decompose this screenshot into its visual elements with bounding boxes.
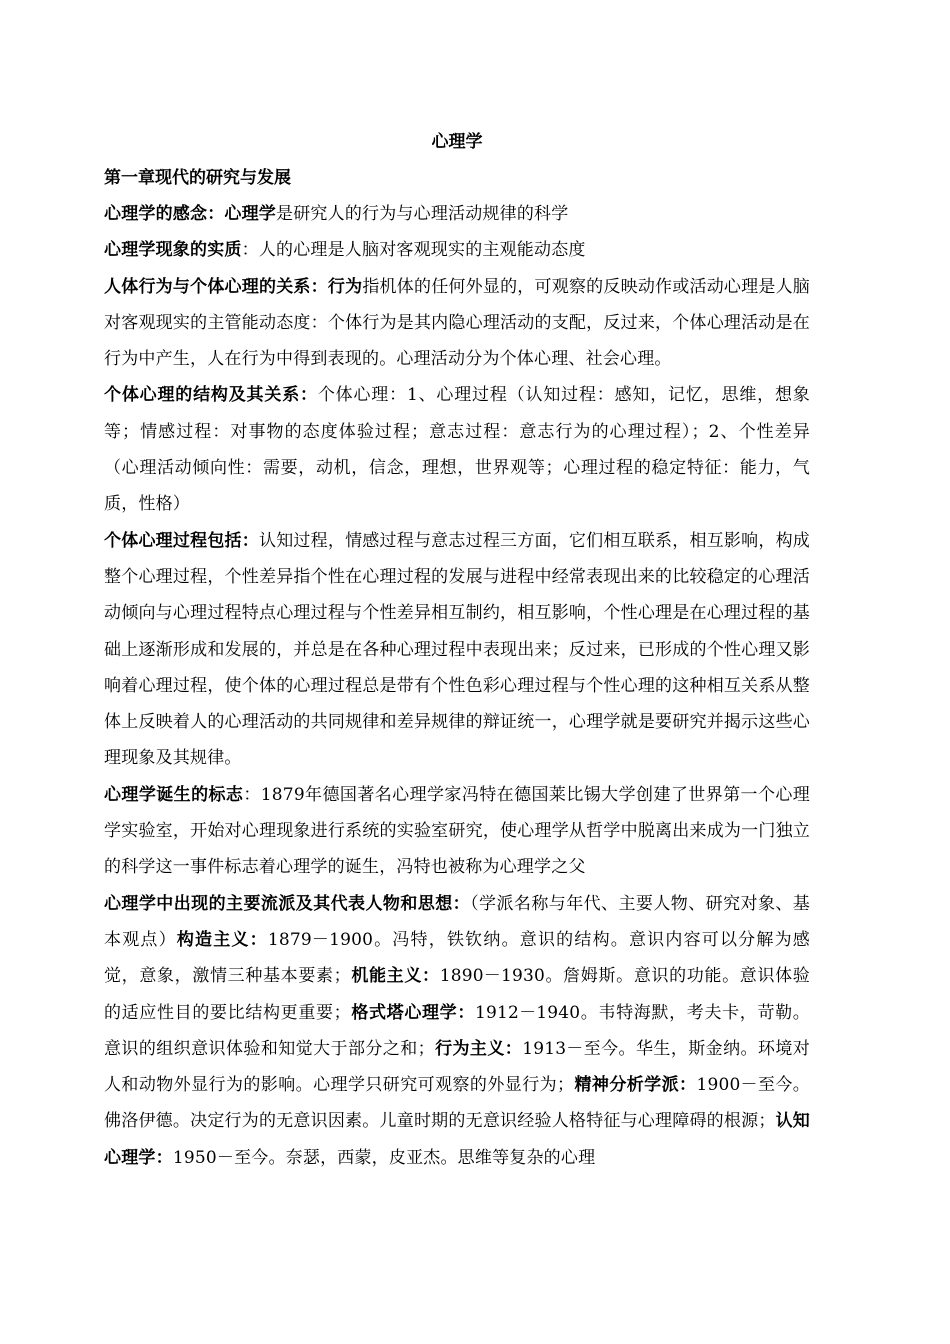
bold-term: 格式塔心理学： bbox=[350, 1002, 475, 1023]
paragraph bbox=[104, 269, 810, 378]
paragraph-text: ：人的心理是人脑对客观现实的主观能动态度 bbox=[241, 240, 586, 261]
paragraph bbox=[104, 777, 810, 886]
paragraph bbox=[104, 232, 810, 268]
bold-term: 构造主义： bbox=[176, 929, 268, 950]
bold-term: 心理学现象的实质 bbox=[104, 240, 242, 261]
bold-term: 个体心理的结构及其关系： bbox=[104, 385, 318, 406]
document-body bbox=[104, 196, 810, 1176]
paragraph-text: 1890－1930。詹姆斯。意识的功能。意识体验的适应性目的要比结构更重要； bbox=[104, 966, 811, 1023]
paragraph-text: 个体心理：1、心理过程（认知过程：感知，记忆，思维，想象等；情感过程：对事物的态度体验过程；意志过程：意志行为的心理过程）；2、个性差异（心理活动倾向性：需要，动机，信念，理想，世界观等；心理过程的稳定特征：能力，气质，性格） bbox=[104, 385, 810, 515]
bold-term: 精神分析学派： bbox=[574, 1075, 697, 1096]
paragraph-text: 认知过程，情感过程与意志过程三方面，它们相互联系，相互影响，构成整个心理过程，个性差异指个性在心理过程的发展与进程中经常表现出来的比较稳定的心理活动倾向与心理过程特点心理过程与个性差异相互制约，相互影响，个性心理是在心理过程的基础上逐渐形成和发展的，并总是在各种心理过程中表现出来；反过来，已形成的个性心理又影响着心理过程，使个体的心理过程总是带有个性色彩心理过程与个性心理的这种相互关系从整体上反映着人的心理活动的共同规律和差异规律的辩证统一，心理学就是要研究并揭示这些心理现象及其规律。 bbox=[104, 530, 810, 769]
paragraph bbox=[104, 523, 810, 777]
paragraph bbox=[104, 377, 810, 522]
bold-term: 心理学 bbox=[224, 204, 277, 224]
paragraph-text: 指机体的任何外显的，可观察的反映动作或活动心理是人脑对客观现实的主管能动态度：个体行为是其内隐心理活动的支配，反过来，个体心理活动是在行为中产生，人在行为中得到表现的。心理活动分为个体心理、社会心理。 bbox=[104, 276, 810, 370]
paragraph-text: 是研究人的行为与心理活动规律的科学 bbox=[276, 204, 569, 224]
paragraph bbox=[104, 886, 810, 1176]
bold-term: 认知心理学： bbox=[104, 1111, 810, 1168]
document-page bbox=[104, 124, 810, 1176]
bold-term: 个体心理过程包括： bbox=[104, 530, 259, 551]
bold-term: 心理学的感念： bbox=[104, 204, 225, 224]
bold-term: 行为 bbox=[327, 276, 363, 297]
paragraph bbox=[104, 196, 810, 232]
paragraph-text: 1900－至今。佛洛伊德。决定行为的无意识因素。儿童时期的无意识经验人格特征与心理障碍的根源； bbox=[104, 1075, 810, 1132]
paragraph-text: 1913－至今。华生，斯金纳。环境对人和动物外显行为的影响。心理学只研究可观察的外显行为； bbox=[104, 1038, 810, 1096]
paragraph-text: 1912－1940。韦特海默，考夫卡，苛勒。意识的组织意识体验和知觉大于部分之和； bbox=[104, 1002, 810, 1059]
bold-term: 心理学诞生的标志 bbox=[104, 784, 244, 805]
paragraph-text: （学派名称与年代、主要人物、研究对象、基本观点） bbox=[104, 893, 811, 950]
paragraph-text: ：1879年德国著名心理学家冯特在德国莱比锡大学创建了世界第一个心理学实验室，开始对心理现象进行系统的实验室研究，使心理学从哲学中脱离出来成为一门独立的科学这一事件标志着心理学的诞生，冯特也被称为心理学之父 bbox=[104, 784, 810, 878]
bold-term: 行为主义： bbox=[434, 1038, 523, 1059]
bold-term: 人体行为与个体心理的关系： bbox=[104, 276, 328, 297]
bold-term: 心理学中出现的主要流派及其代表人物和思想： bbox=[104, 893, 471, 914]
paragraph-text: 1879－1900。冯特，铁钦纳。意识的结构。意识内容可以分解为感觉，意象，激情三种基本要素； bbox=[104, 929, 810, 987]
document-title: 心理学 bbox=[431, 132, 483, 152]
bold-term: 机能主义： bbox=[350, 966, 440, 987]
chapter-heading: 第一章现代的研究与发展 bbox=[104, 168, 291, 188]
paragraph-text: 1950－至今。奈瑟，西蒙，皮亚杰。思维等复杂的心理 bbox=[172, 1147, 596, 1168]
